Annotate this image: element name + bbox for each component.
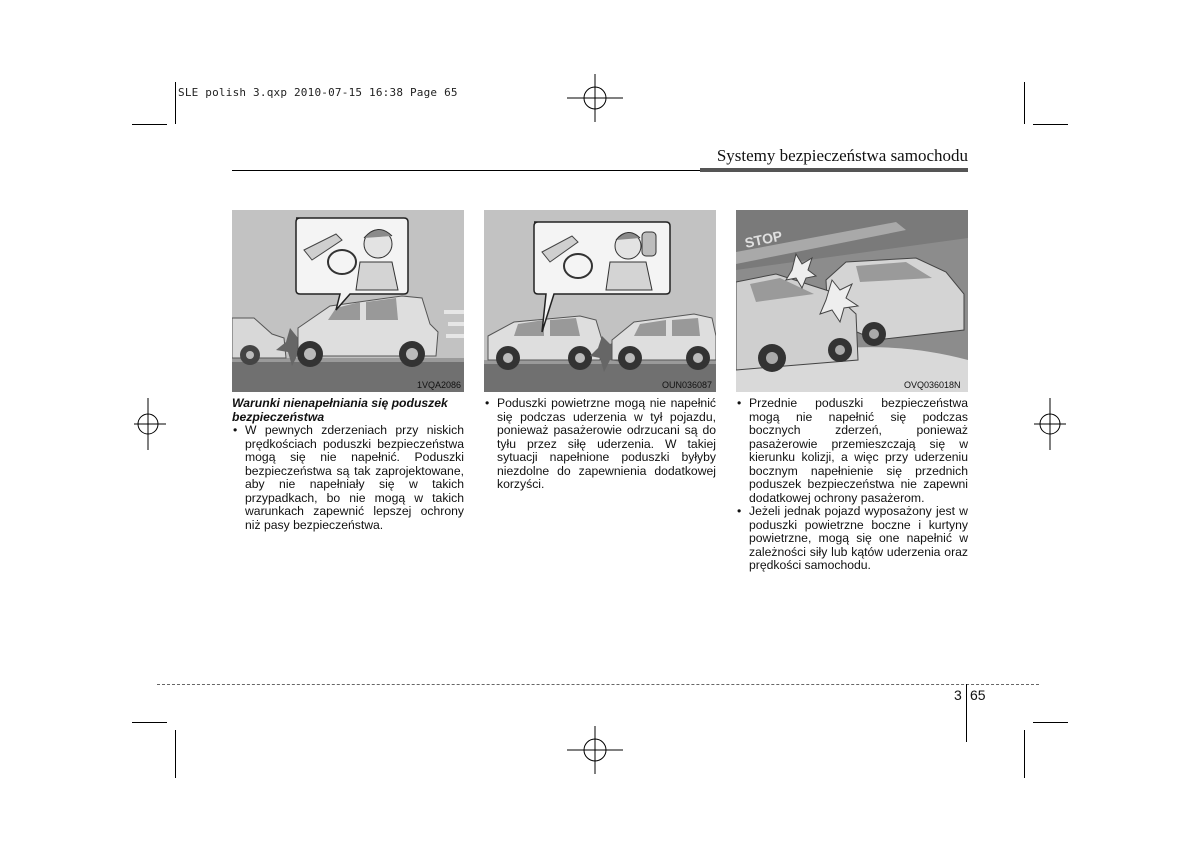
figure-code: OVQ036018N [904, 380, 961, 390]
road-stop-marking: STOP [743, 227, 784, 251]
column-2 [484, 397, 716, 492]
footer-rule [157, 684, 1039, 685]
bullet-icon: • [485, 396, 490, 410]
registration-mark-top [565, 72, 625, 124]
figure-side-collision [736, 210, 968, 392]
registration-mark-bottom [565, 724, 625, 776]
figure-rear-collision [484, 210, 716, 392]
header-rule [232, 170, 700, 171]
print-slug: SLE polish 3.qxp 2010-07-15 16:38 Page 65 [178, 86, 458, 99]
bullet-icon: • [737, 504, 742, 518]
page-number: 65 [970, 687, 986, 703]
illustration-suv-collision [232, 210, 464, 392]
bullet-item: • Poduszki powietrzne mogą nie napełnić się podczas uderzenia w tył pojazdu, ponieważ pasażerowie odrzucani są do tyłu przez siłę uderzenia. W takiej sytuacji napełnione poduszki byłyby niezdolne do zapewnienia dodatkowej korzyści. [485, 396, 716, 491]
subheading: Warunki nienapełniania się poduszek bezpieczeństwa [232, 396, 448, 424]
header-rule-accent [700, 168, 968, 172]
figure-frontal-collision [232, 210, 464, 392]
column-1 [232, 397, 464, 532]
bullet-item: • Jeżeli jednak pojazd wyposażony jest w poduszki powietrzne boczne i kurtyny powietrzne, mogą się one napełnić w zależności siły lub kątów uderzenia oraz prędkości samochodu. [737, 504, 968, 572]
registration-mark-right [1032, 396, 1068, 452]
bullet-icon: • [233, 423, 238, 437]
bullet-item: • Przednie poduszki bezpieczeństwa mogą nie napełnić się podczas bocznych zderzeń, ponieważ pasażerowie przemieszczają się w kierunku kolizji, a więc przy uderzeniu bocznym napełnienie się przednich poduszek bezpieczeństwa nie zapewni dodatkowej ochrony pasażerom. [737, 396, 968, 505]
chapter-number: 3 [954, 687, 962, 703]
column-3 [736, 397, 968, 573]
bullet-item: • W pewnych zderzeniach przy niskich prędkościach poduszki bezpieczeństwa mogą się nie napełnić. Poduszki bezpieczeństwa są tak zaprojektowane, aby nie napełniały się w takich przypadkach, bo nie mogą w takich warunkach zapewnić lepszej ochrony niż pasy bezpieczeństwa. [233, 423, 464, 532]
illustration-side-impact [736, 210, 968, 392]
page-number-divider [966, 684, 967, 742]
registration-mark-left [132, 396, 168, 452]
bullet-icon: • [737, 396, 742, 410]
illustration-rear-impact [484, 210, 716, 392]
figure-code: OUN036087 [662, 380, 713, 390]
section-title: Systemy bezpieczeństwa samochodu [716, 146, 968, 165]
figure-code: 1VQA2086 [417, 380, 462, 390]
